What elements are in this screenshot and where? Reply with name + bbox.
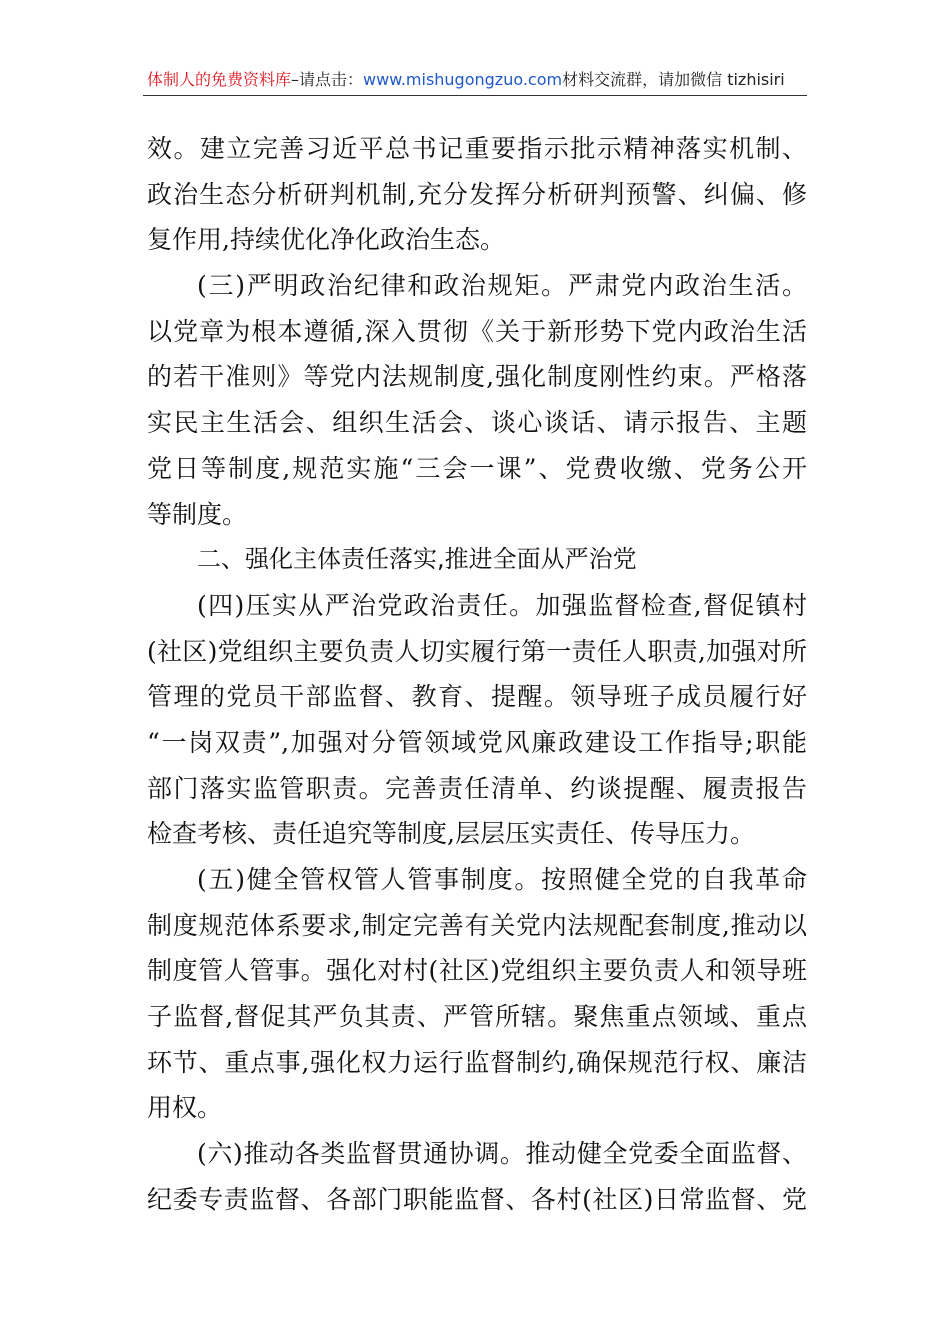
document-body xyxy=(147,126,807,1223)
text-line: 制度规范体系要求,制定完善有关党内法规配套制度,推动以 xyxy=(147,910,807,940)
text-line: 制度管人管事。强化对村(社区)党组织主要负责人和领导班 xyxy=(147,956,807,986)
header-brand: 体制人的免费资料库 xyxy=(147,70,292,89)
text-line: 实民主生活会、组织生活会、谈心谈话、请示报告、主题 xyxy=(147,408,807,438)
text-line: “一岗双责”,加强对分管领域党风廉政建设工作指导;职能 xyxy=(147,727,807,757)
text-line: 复作用,持续优化净化政治生态。 xyxy=(147,225,505,255)
header-contact-note: 材料交流群，请加微信 tizhisiri xyxy=(562,70,785,89)
text-line: (三)严明政治纪律和政治规矩。严肃党内政治生活。 xyxy=(197,271,807,301)
header-url-link[interactable]: www.mishugongzuo.com xyxy=(363,70,563,89)
text-line: (六)推动各类监督贯通协调。推动健全党委全面监督、 xyxy=(197,1139,807,1169)
text-line: (五)健全管权管人管事制度。按照健全党的自我革命 xyxy=(197,865,807,894)
header-prompt: –请点击： xyxy=(291,70,364,89)
text-line: 部门落实监管职责。完善责任清单、约谈提醒、履责报告 xyxy=(147,773,807,803)
text-line: 的若干准则》等党内法规制度,强化制度刚性约束。严格落 xyxy=(147,362,807,392)
text-line: 管理的党员干部监督、教育、提醒。领导班子成员履行好 xyxy=(147,682,807,712)
section-heading: 二、强化主体责任落实,推进全面从严治党 xyxy=(197,545,637,574)
text-line: 检查考核、责任追究等制度,层层压实责任、传导压力。 xyxy=(147,819,755,849)
header-divider xyxy=(143,95,807,96)
text-line: (四)压实从严治党政治责任。加强监督检查,督促镇村 xyxy=(197,590,807,620)
text-line: 以党章为根本遵循,深入贯彻《关于新形势下党内政治生活 xyxy=(147,316,807,346)
text-line: 用权。 xyxy=(147,1093,223,1123)
text-line: 等制度。 xyxy=(147,499,248,529)
page-header xyxy=(147,66,807,94)
text-line: (社区)党组织主要负责人切实履行第一责任人职责,加强对所 xyxy=(147,636,807,666)
text-line: 子监督,督促其严负其责、严管所辖。聚焦重点领域、重点 xyxy=(147,1002,807,1032)
text-line: 党日等制度,规范实施“三会一课”、党费收缴、党务公开 xyxy=(147,453,807,483)
text-line: 政治生态分析研判机制,充分发挥分析研判预警、纠偏、修 xyxy=(147,179,807,209)
text-line: 效。建立完善习近平总书记重要指示批示精神落实机制、 xyxy=(147,134,807,163)
text-line: 环节、重点事,强化权力运行监督制约,确保规范行权、廉洁 xyxy=(147,1047,807,1077)
text-line: 纪委专责监督、各部门职能监督、各村(社区)日常监督、党 xyxy=(147,1184,807,1214)
